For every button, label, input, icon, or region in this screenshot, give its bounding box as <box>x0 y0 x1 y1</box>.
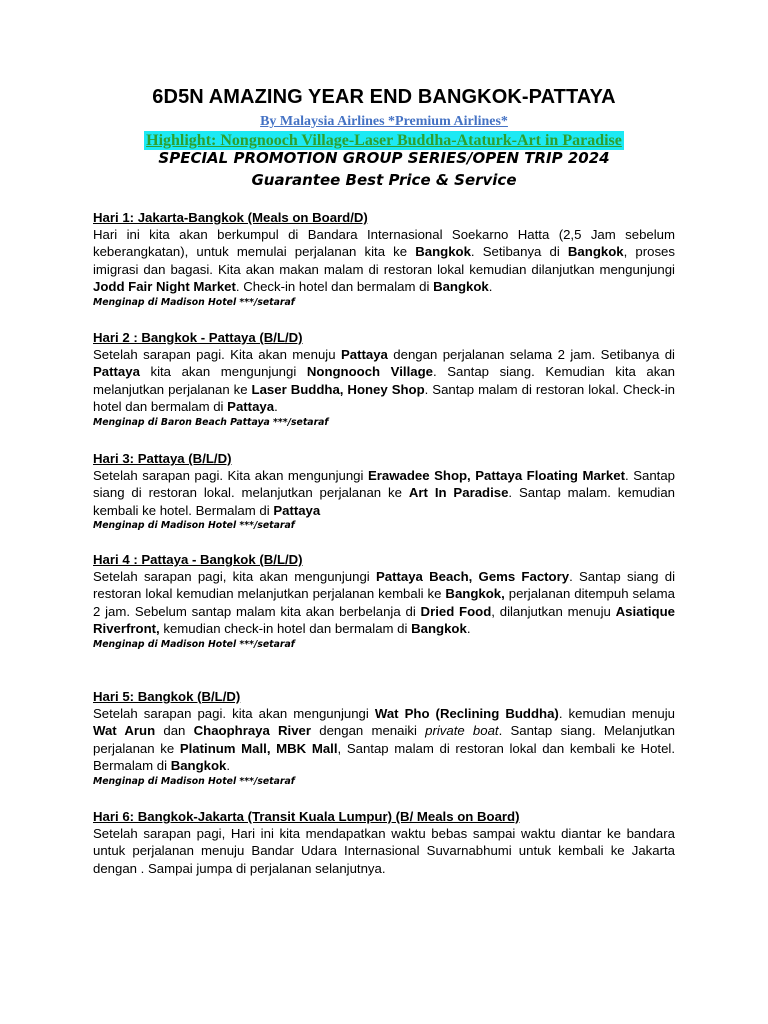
text-run: Setelah sarapan pagi. kita akan mengunjungi <box>93 706 375 721</box>
bold-text-run: Bangkok <box>433 279 489 295</box>
text-run: . Check-in hotel dan bermalam di <box>235 279 434 295</box>
hotel-note: Menginap di Madison Hotel ***/setaraf <box>93 638 295 650</box>
bold-text-run: Bangkok <box>170 758 227 774</box>
day-section-3 <box>93 450 675 532</box>
bold-text-run: Pattaya <box>273 502 321 518</box>
text-run: dengan menaiki <box>311 723 426 739</box>
day-heading: Hari 1: Jakarta-Bangkok (Meals on Board/D) <box>93 210 368 225</box>
bold-text-run: Chaophraya River <box>193 723 312 739</box>
text-run: dan <box>155 723 194 739</box>
day-description <box>93 226 675 296</box>
hotel-note: Menginap di Madison Hotel ***/setaraf <box>93 775 295 787</box>
day-description <box>93 825 675 877</box>
day-heading: Hari 2 : Bangkok - Pattaya (B/L/D) <box>93 330 303 345</box>
bold-text-run: Nongnooch Village <box>306 364 433 380</box>
bold-text-run: Bangkok <box>415 244 471 260</box>
text-run: . <box>488 279 493 295</box>
page-title: 6D5N AMAZING YEAR END BANGKOK-PATTAYA <box>152 86 616 108</box>
text-run: , dilanjutkan menuju <box>491 603 616 619</box>
text-run: . <box>274 399 278 415</box>
text-run: , Santap malam di restoran lokal dan kembali ke Hotel. Bermalam di <box>93 740 676 774</box>
text-run: . Santap malam di restoran lokal. Check-in hotel dan bermalam di <box>93 381 675 415</box>
day-description <box>93 467 675 519</box>
bold-text-run: Art In Paradise <box>408 485 509 501</box>
text-run: . Santap siang di restoran lokal kemudian melanjutkan perjalanan kembali ke <box>93 569 675 602</box>
text-run: Setelah sarapan pagi, Hari ini kita mendapatkan waktu bebas sampai waktu diantar ke bandara untuk perjalanan menuju Bandar Udara Internasional Suvarnabhumi untuk kembali ke Jakarta dengan . Sampai jumpa di perjalanan selanjutnya. <box>93 826 675 876</box>
text-run: . kemudian menuju <box>558 706 675 721</box>
bold-text-run: Pattaya <box>93 364 140 380</box>
text-run: kita akan mengunjungi <box>139 364 307 380</box>
bold-text-run: Dried Food <box>420 603 492 619</box>
bold-text-run: Bangkok, <box>445 586 505 602</box>
guarantee-subtitle: Guarantee Best Price & Service <box>251 171 517 189</box>
day-description <box>93 346 675 416</box>
day-heading: Hari 4 : Pattaya - Bangkok (B/L/D) <box>93 552 303 567</box>
bold-text-run: Platinum Mall, MBK Mall <box>179 740 338 756</box>
hotel-note: Menginap di Madison Hotel ***/setaraf <box>93 520 295 532</box>
text-run: perjalanan ditempuh selama 2 jam. Sebelum santap malam kita akan berbelanja di <box>93 586 675 619</box>
day-heading: Hari 3: Pattaya (B/L/D) <box>93 451 232 466</box>
day-section-1 <box>93 209 675 309</box>
text-run: . <box>226 758 231 774</box>
text-run: dengan perjalanan selama 2 jam. Setibanya di <box>387 347 675 362</box>
highlight-text: Highlight: Nongnooch Village-Laser Buddha-Ataturk-Art in Paradise <box>146 132 622 149</box>
text-run: . <box>466 621 471 637</box>
bold-text-run: Bangkok <box>411 621 467 637</box>
hotel-note: Menginap di Baron Beach Pattaya ***/setaraf <box>93 416 329 428</box>
day-description <box>93 568 675 638</box>
text-run: Setelah sarapan pagi, kita akan mengunjungi <box>93 569 376 584</box>
text-run: Setelah sarapan pagi. Kita akan mengunjungi <box>93 468 368 483</box>
bold-text-run: Wat Arun <box>93 723 156 739</box>
bold-text-run: Erawadee Shop, Pattaya Floating Market <box>367 468 625 483</box>
bold-text-run: Laser Buddha, Honey Shop <box>251 381 425 397</box>
text-run: kemudian check-in hotel dan bermalam di <box>159 621 412 637</box>
bold-text-run: Pattaya <box>340 347 388 362</box>
day-heading: Hari 6: Bangkok-Jakarta (Transit Kuala Lumpur) (B/ Meals on Board) <box>93 809 520 824</box>
bold-text-run: Pattaya <box>227 399 275 415</box>
text-run: . Santap siang. Kemudian kita akan melanjutkan perjalanan ke <box>93 364 675 397</box>
italic-text-run: private boat <box>425 723 499 739</box>
day-section-6 <box>93 808 675 877</box>
bold-text-run: Jodd Fair Night Market <box>93 279 236 295</box>
promo-subtitle: SPECIAL PROMOTION GROUP SERIES/OPEN TRIP 2024 <box>158 149 610 167</box>
text-run: Hari ini kita akan berkumpul di Bandara Internasional Soekarno Hatta (2,5 Jam sebelum keberangkatan), untuk memulai perjalanan kita ke <box>93 227 675 260</box>
day-description <box>93 705 675 775</box>
text-run: , proses imigrasi dan bagasi. Kita akan makan malam di restoran lokal kemudian dilanjutkan mengunjungi <box>93 244 675 277</box>
day-section-2 <box>93 329 675 429</box>
airline-subtitle: By Malaysia Airlines *Premium Airlines* <box>260 114 508 129</box>
bold-text-run: Bangkok <box>567 244 624 260</box>
day-heading: Hari 5: Bangkok (B/L/D) <box>93 689 241 704</box>
bold-text-run: Wat Pho (Reclining Buddha) <box>374 706 559 721</box>
day-section-5 <box>93 688 675 788</box>
text-run: . Santap malam. kemudian kembali ke hotel. Bermalam di <box>93 485 675 518</box>
text-run: . Santap siang. Melanjutkan perjalanan ke <box>93 723 675 756</box>
hotel-note: Menginap di Madison Hotel ***/setaraf <box>93 296 295 308</box>
text-run: Setelah sarapan pagi. Kita akan menuju <box>93 347 341 362</box>
day-section-4 <box>93 551 675 651</box>
text-run: . Setibanya di <box>470 244 568 260</box>
text-run: . Santap siang di restoran lokal. melanjutkan perjalanan ke <box>93 468 675 501</box>
highlight-line <box>0 131 768 150</box>
bold-text-run: Asiatique Riverfront, <box>93 603 675 637</box>
bold-text-run: Pattaya Beach, Gems Factory <box>375 569 570 584</box>
